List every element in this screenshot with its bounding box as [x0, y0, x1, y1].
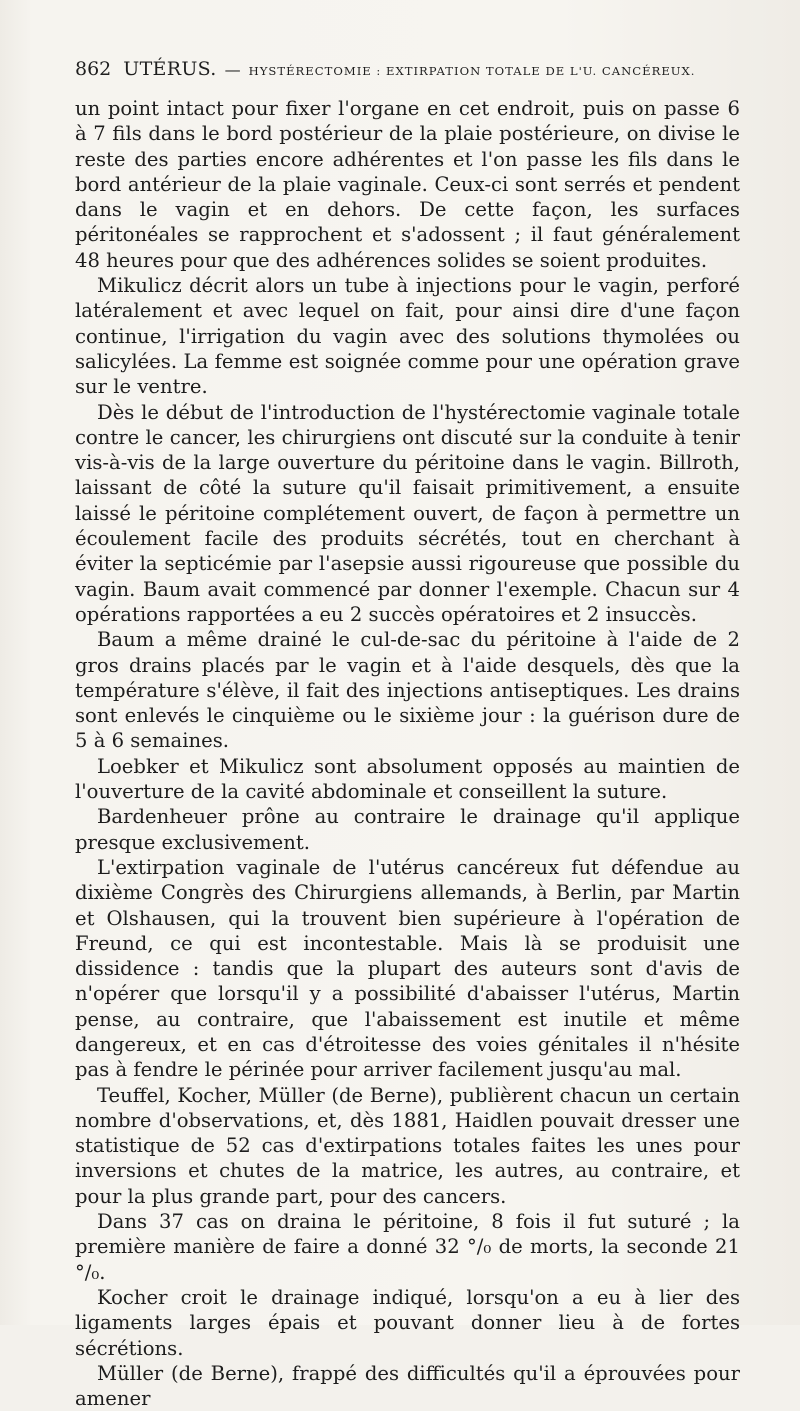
page-header: [75, 58, 740, 88]
paragraph: Dès le début de l'introduction de l'hystérectomie vaginale totale contre le cancer, les chirurgiens ont discuté sur la conduite à tenir vis-à-vis de la large ouverture du péritoine dans le vagin. Billroth, laissant de côté la suture qu'il faisait primitivement, a ensuite laissé le péritoine complétement ouvert, de façon à permettre un écoulement facile des produits sécrétés, tout en cherchant à éviter la septicémie par l'asepsie aussi rigoureuse que possible du vagin. Baum avait commencé par donner l'exemple. Chacun sur 4 opérations rapportées a eu 2 succès opératoires et 2 insuccès.: [75, 400, 740, 626]
paragraph: Bardenheuer prône au contraire le drainage qu'il applique presque exclusivement.: [75, 805, 740, 854]
paragraph: Müller (de Berne), frappé des difficultés qu'il a éprouvées pour amener: [75, 1361, 740, 1411]
paragraph: Loebker et Mikulicz sont absolument opposés au maintien de l'ouverture de la cavité abdominale et conseillent la suture.: [75, 754, 740, 804]
paragraph: Kocher croit le drainage indiqué, lorsqu'on a eu à lier des ligaments larges épais et pouvant donner lieu à de fortes sécrétions.: [75, 1285, 740, 1360]
page-number: 862: [75, 58, 112, 80]
paragraph: un point intact pour fixer l'organe en cet endroit, puis on passe 6 à 7 fils dans le bord postérieur de la plaie postérieure, on divise le reste des parties encore adhérentes et l'on passe les fils dans le bord antérieur de la plaie vaginale. Ceux-ci sont serrés et pendent dans le vagin et en dehors. De cette façon, les surfaces péritonéales se rapprochent et s'adossent ; il faut généralement 48 heures pour que des adhérences solides se soient produites.: [75, 97, 740, 272]
paragraph: Teuffel, Kocher, Müller (de Berne), publièrent chacun un certain nombre d'observations, et, dès 1881, Haidlen pouvait dresser une statistique de 52 cas d'extirpations totales faites les unes pour inversions et chutes de la matrice, les autres, au contraire, et pour la plus grande part, pour des cancers.: [75, 1083, 740, 1208]
header-dash: —: [224, 60, 241, 79]
running-subtitle: HYSTÉRECTOMIE : EXTIRPATION TOTALE DE L'U. CANCÉREUX.: [248, 64, 696, 78]
paragraph: Mikulicz décrit alors un tube à injections pour le vagin, perforé latéralement et avec lequel on fait, pour ainsi dire d'une façon continue, l'irrigation du vagin avec des solutions thymolées ou salicylées. La femme est soignée comme pour une opération grave sur le ventre.: [75, 274, 740, 399]
paragraph: Baum a même drainé le cul-de-sac du péritoine à l'aide de 2 gros drains placés par le vagin et à l'aide desquels, dès que la température s'élève, il fait des injections antiseptiques. Les drains sont enlevés le cinquième ou le sixième jour : la guérison dure de 5 à 6 semaines.: [75, 628, 740, 753]
paragraph: Dans 37 cas on draina le péritoine, 8 fois il fut suturé ; la première manière de faire a donné 32 °/₀ de morts, la seconde 21 °/₀.: [75, 1210, 740, 1284]
paragraph: L'extirpation vaginale de l'utérus cancéreux fut défendue au dixième Congrès des Chirurgiens allemands, à Berlin, par Martin et Olshausen, qui la trouvent bien supérieure à l'opération de Freund, ce qui est incontestable. Mais là se produisit une dissidence : tandis que la plupart des auteurs sont d'avis de n'opérer que lorsqu'il y a possibilité d'abaisser l'utérus, Martin pense, au contraire, que l'abaissement est inutile et même dangereux, et en cas d'étroitesse des voies génitales il n'hésite pas à fendre le périnée pour arriver facilement jusqu'au mal.: [75, 855, 740, 1082]
running-title: UTÉRUS.: [123, 58, 217, 80]
body-text: [75, 96, 740, 1411]
